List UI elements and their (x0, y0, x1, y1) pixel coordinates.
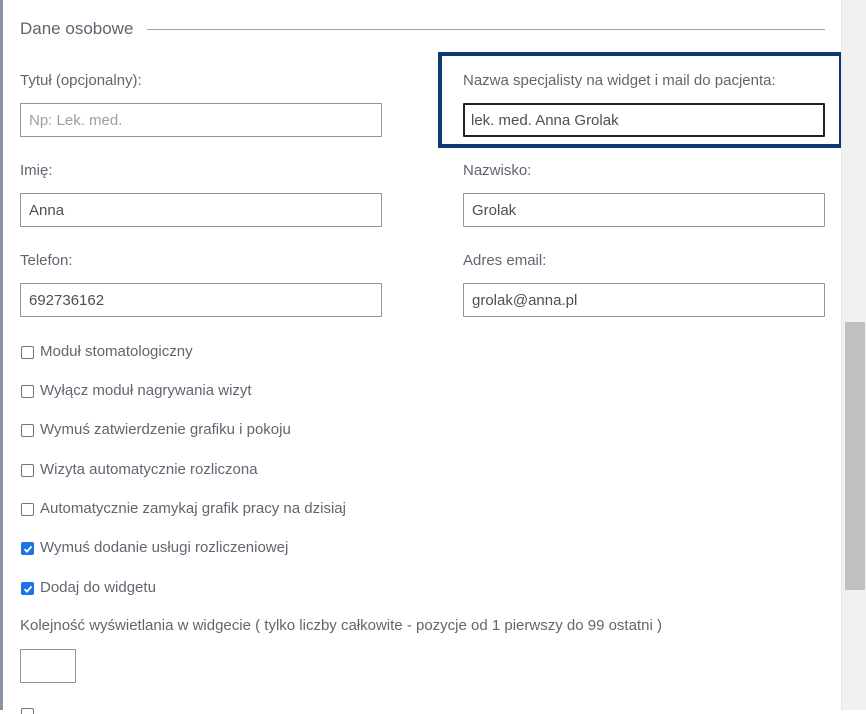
checkbox-label: Wymuś dodanie usługi rozliczeniowej (40, 538, 289, 556)
checkbox-row-partial[interactable] (21, 702, 40, 714)
widget-order-input[interactable] (20, 649, 76, 683)
email-label: Adres email: (463, 252, 547, 269)
scrollbar-thumb[interactable] (845, 322, 865, 590)
widget-name-input[interactable] (463, 103, 825, 137)
email-input[interactable] (463, 283, 825, 317)
widget-name-label: Nazwa specjalisty na widget i mail do pacjenta: (463, 72, 776, 89)
checkbox-label: Automatycznie zamykaj grafik pracy na dzisiaj (40, 499, 346, 517)
checkbox-label: Moduł stomatologiczny (40, 342, 193, 360)
scrollbar[interactable] (841, 0, 866, 710)
checkbox-label: Wyłącz moduł nagrywania wizyt (40, 381, 252, 399)
checkbox-row-auto-settled-visit[interactable] (21, 459, 258, 479)
left-accent-bar (0, 0, 3, 710)
checkbox-row-disable-recording[interactable] (21, 380, 252, 400)
last-name-input[interactable] (463, 193, 825, 227)
checkbox-row-add-to-widget[interactable] (21, 577, 156, 597)
widget-order-label: Kolejność wyświetlania w widgecie ( tylko liczby całkowite - pozycje od 1 pierwszy do 99 ostatni ) (20, 617, 662, 634)
checkbox-label: Wizyta automatycznie rozliczona (40, 460, 258, 478)
last-name-label: Nazwisko: (463, 162, 532, 179)
checkbox-row-force-billing-service[interactable] (21, 537, 288, 557)
section-divider (147, 29, 825, 30)
checkbox-label: Wymuś zatwierdzenie grafiku i pokoju (40, 420, 291, 438)
section-header (20, 18, 825, 40)
checkbox[interactable] (21, 708, 34, 714)
checkbox[interactable] (21, 582, 34, 595)
checkbox[interactable] (21, 385, 34, 398)
checkbox-row-force-schedule-approval[interactable] (21, 419, 291, 439)
checkbox-row-dental-module[interactable] (21, 341, 193, 361)
checkbox-label: Dodaj do widgetu (40, 578, 156, 596)
title-label: Tytuł (opcjonalny): (20, 72, 142, 89)
title-input[interactable] (20, 103, 382, 137)
checkbox-row-auto-close-schedule[interactable] (21, 498, 346, 518)
first-name-label: Imię: (20, 162, 53, 179)
phone-input[interactable] (20, 283, 382, 317)
checkbox[interactable] (21, 346, 34, 359)
checkbox[interactable] (21, 542, 34, 555)
section-title: Dane osobowe (20, 19, 134, 38)
checkbox[interactable] (21, 503, 34, 516)
first-name-input[interactable] (20, 193, 382, 227)
checkbox[interactable] (21, 424, 34, 437)
checkbox[interactable] (21, 464, 34, 477)
phone-label: Telefon: (20, 252, 73, 269)
